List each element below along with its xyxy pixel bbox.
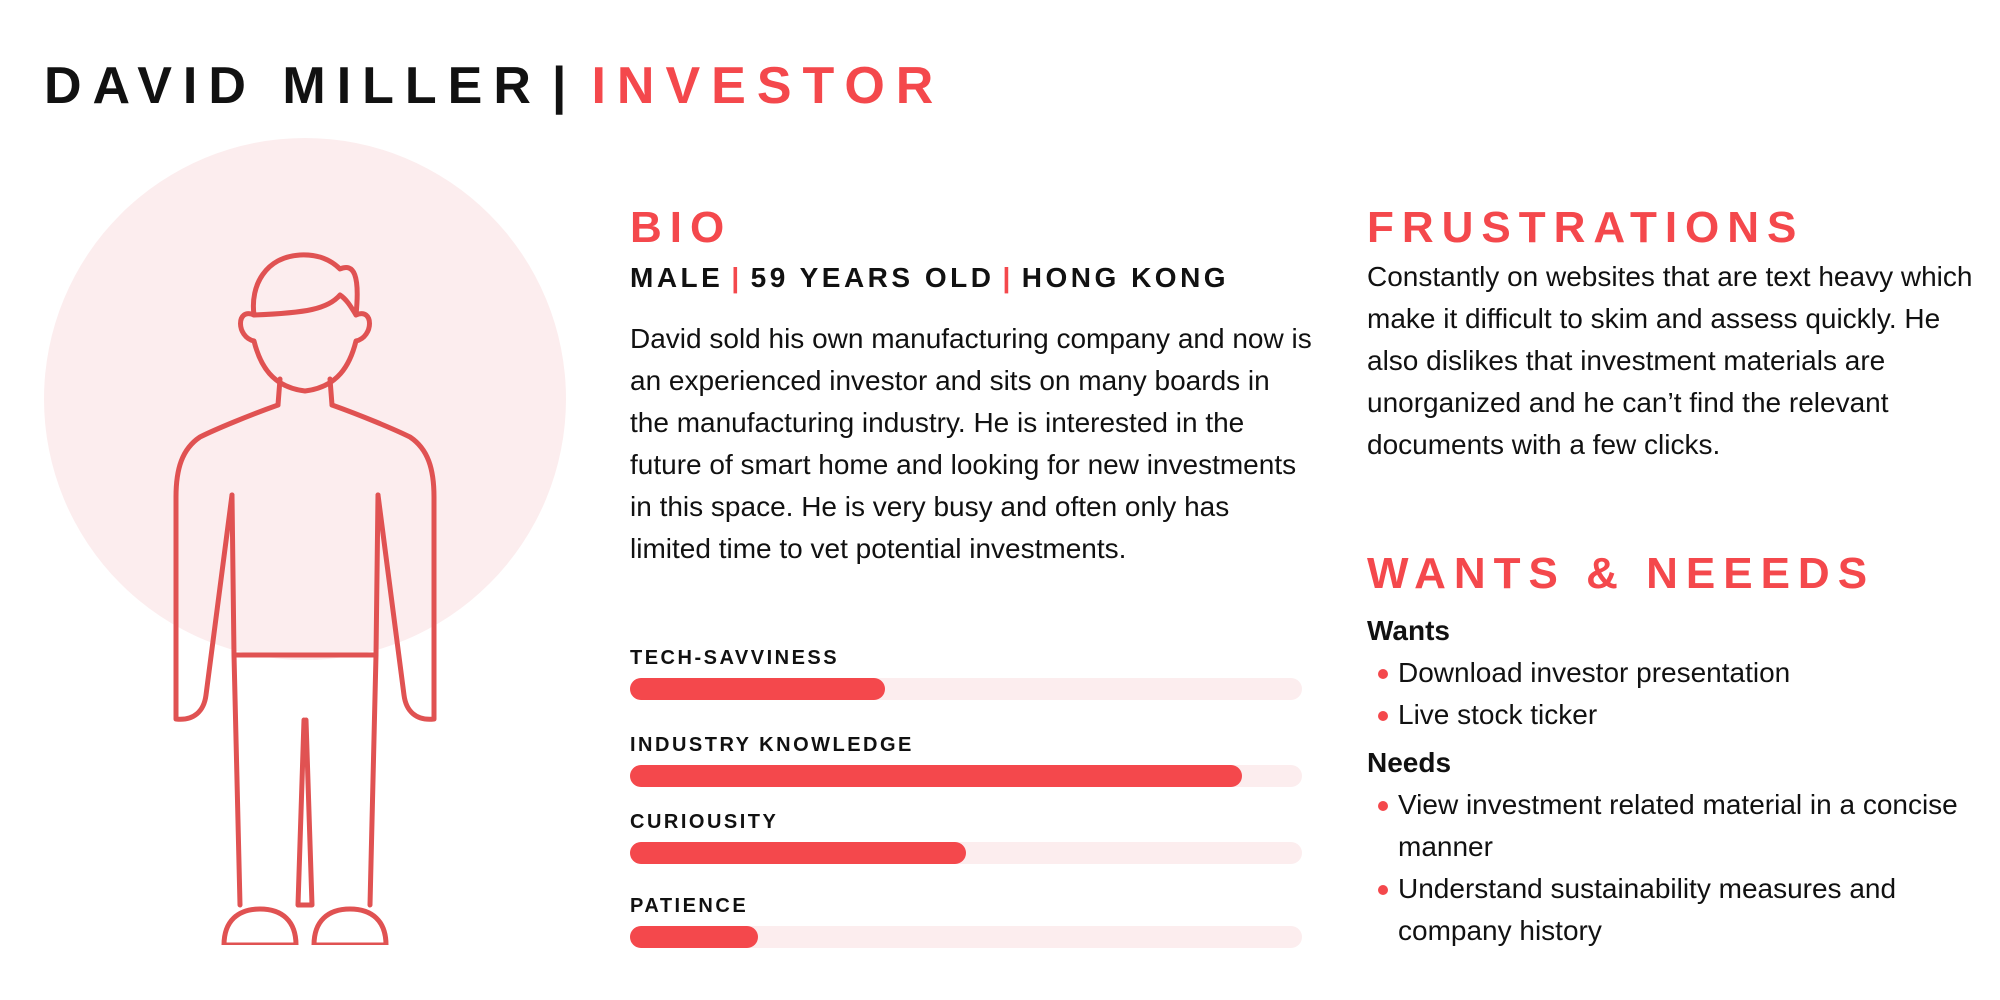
skill-fill: [630, 678, 885, 700]
bio-demographics: [630, 262, 1229, 294]
persona-name: DAVID MILLER: [44, 57, 542, 115]
wants-needs-heading: WANTS & NEEEDS: [1367, 549, 1876, 598]
skill-fill: [630, 765, 1242, 787]
bullet-dot: [1378, 669, 1388, 679]
skill-industry-knowledge: [630, 733, 1302, 787]
frustrations-heading: FRUSTRATIONS: [1367, 203, 1805, 252]
skill-track: [630, 765, 1302, 787]
list-item: [1376, 652, 1978, 694]
frustrations-text: Constantly on websites that are text heavy which make it difficult to skim and assess quickly. He also dislikes that investment materials are unorganized and he can’t find the relevant documents with a few clicks.: [1367, 261, 1973, 460]
bullet-dot: [1378, 711, 1388, 721]
skill-track: [630, 678, 1302, 700]
bio-location: HONG KONG: [1021, 262, 1230, 293]
persona-role: INVESTOR: [591, 57, 945, 115]
bio-heading: BIO: [630, 203, 733, 252]
bullet-dot: [1378, 801, 1388, 811]
bio-age: 59 YEARS OLD: [750, 262, 995, 293]
list-item: [1376, 694, 1978, 736]
bio-text: David sold his own manufacturing company and now is an experienced investor and sits on many boards in the manufacturing industry. He is interested in the future of smart home and looking for new investments in this space. He is very busy and often only has limited time to vet potential investments.: [630, 323, 1312, 564]
person-outline-icon: [160, 245, 450, 945]
wants-list: [1376, 652, 1978, 736]
skill-fill: [630, 926, 758, 948]
list-item: [1376, 868, 1978, 952]
meta-separator: |: [731, 262, 743, 293]
list-item: [1376, 784, 1978, 868]
skill-label: INDUSTRY KNOWLEDGE: [630, 734, 914, 756]
skill-track: [630, 926, 1302, 948]
skill-patience: [630, 894, 1302, 948]
skill-track: [630, 842, 1302, 864]
wants-label: Wants: [1367, 615, 1450, 646]
skill-curiousity: [630, 810, 1302, 864]
list-item-text: View investment related material in a concise manner: [1398, 789, 1958, 862]
title-separator: |: [551, 57, 578, 115]
skill-label: PATIENCE: [630, 895, 749, 917]
needs-list: [1376, 784, 1978, 952]
list-item-text: Live stock ticker: [1398, 699, 1598, 730]
persona-title: [44, 56, 944, 116]
skill-fill: [630, 842, 966, 864]
list-item-text: Download investor presentation: [1398, 657, 1791, 688]
meta-separator: |: [1002, 262, 1014, 293]
bio-gender: MALE: [630, 262, 724, 293]
list-item-text: Understand sustainability measures and company history: [1398, 873, 1897, 946]
skill-label: TECH-SAVVINESS: [630, 647, 840, 669]
skill-tech-savviness: [630, 646, 1302, 700]
skill-label: CURIOUSITY: [630, 811, 779, 833]
bullet-dot: [1378, 885, 1388, 895]
needs-label: Needs: [1367, 747, 1452, 778]
